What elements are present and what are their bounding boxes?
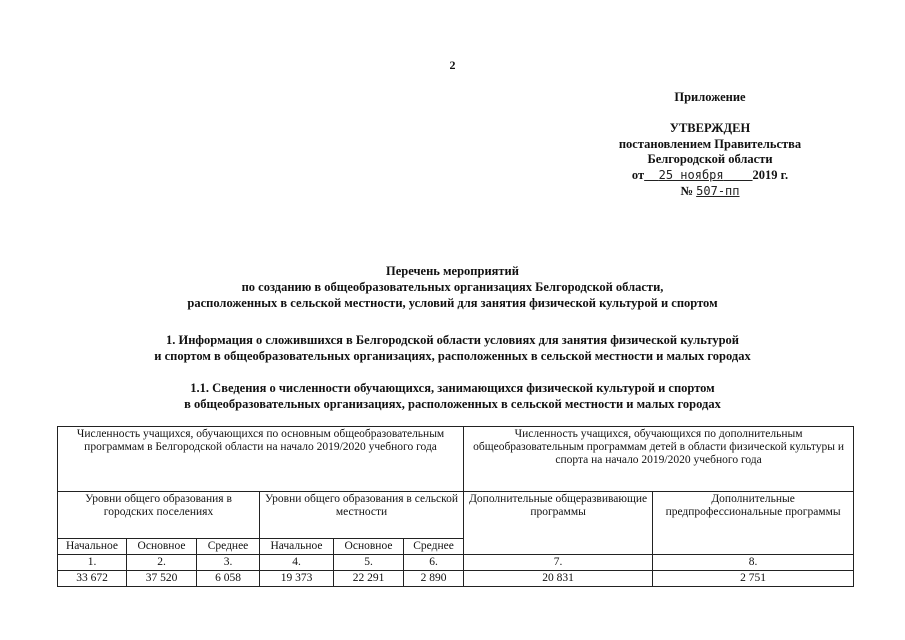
approval-number [560,184,860,199]
section-1-line1: 1. Информация о сложившихся в Белгородской области условиях для занятия физической культурой [165,333,740,347]
title-line1: Перечень мероприятий [386,264,519,278]
level-primary-urban: Начальное [58,539,127,555]
title-line3: расположенных в сельской местности, условий для занятия физической культурой и спортом [187,296,718,310]
value-cell: 20 831 [464,571,653,587]
title-line2: по созданию в общеобразовательных организациях Белгородской области, [241,280,664,294]
col-number: 1. [58,555,127,571]
level-basic-rural: Основное [334,539,404,555]
statistics-table [57,426,854,587]
col-number: 6. [404,555,464,571]
value-cell: 33 672 [58,571,127,587]
header-additional-preprofessional: Дополнительные предпрофессиональные программы [653,492,854,555]
date-prefix: от [631,168,645,182]
level-secondary-urban: Среднее [197,539,260,555]
number-value: 507-пп [696,184,740,198]
header-additional-programs: Численность учащихся, обучающихся по дополнительным общеобразовательным программам детей в области физической культуры и спорта на начало 2019/2020 учебного года [464,427,854,492]
level-secondary-rural: Среднее [404,539,464,555]
level-basic-urban: Основное [127,539,197,555]
section-1-1-line1: 1.1. Сведения о численности обучающихся, занимающихся физической культурой и спортом [190,381,715,395]
value-cell: 19 373 [260,571,334,587]
section-1-line2: и спортом в общеобразовательных организациях, расположенных в сельской местности и малых городах [154,349,751,363]
date-value: 25 ноября [658,168,724,182]
col-number: 8. [653,555,854,571]
approved-label: УТВЕРЖДЕН [669,121,751,135]
section-1-1-line2: в общеобразовательных организациях, расположенных в сельской местности и малых городах [184,397,721,411]
col-number: 7. [464,555,653,571]
col-number: 3. [197,555,260,571]
approval-date [560,168,860,183]
value-cell: 37 520 [127,571,197,587]
approved-by-line2: Белгородской области [647,152,773,166]
value-cell: 2 890 [404,571,464,587]
appendix-label: Приложение [674,90,746,104]
page-number: 2 [449,58,456,72]
values-row [58,571,854,587]
column-number-row [58,555,854,571]
section-1-heading [0,332,905,364]
col-number: 4. [260,555,334,571]
col-number: 2. [127,555,197,571]
header-additional-general: Дополнительные общеразвивающие программы [464,492,653,555]
header-rural-levels: Уровни общего образования в сельской местности [260,492,464,539]
level-primary-rural: Начальное [260,539,334,555]
date-suffix: 2019 г. [752,168,789,182]
col-number: 5. [334,555,404,571]
document-title [0,263,905,311]
header-basic-programs: Численность учащихся, обучающихся по основным общеобразовательным программам в Белгородской области на начало 2019/2020 учебного года [58,427,464,492]
value-cell: 22 291 [334,571,404,587]
header-urban-levels: Уровни общего образования в городских поселениях [58,492,260,539]
approved-by-line1: постановлением Правительства [618,137,802,151]
value-cell: 6 058 [197,571,260,587]
number-prefix: № [680,184,694,198]
section-1-1-heading [0,380,905,412]
value-cell: 2 751 [653,571,854,587]
